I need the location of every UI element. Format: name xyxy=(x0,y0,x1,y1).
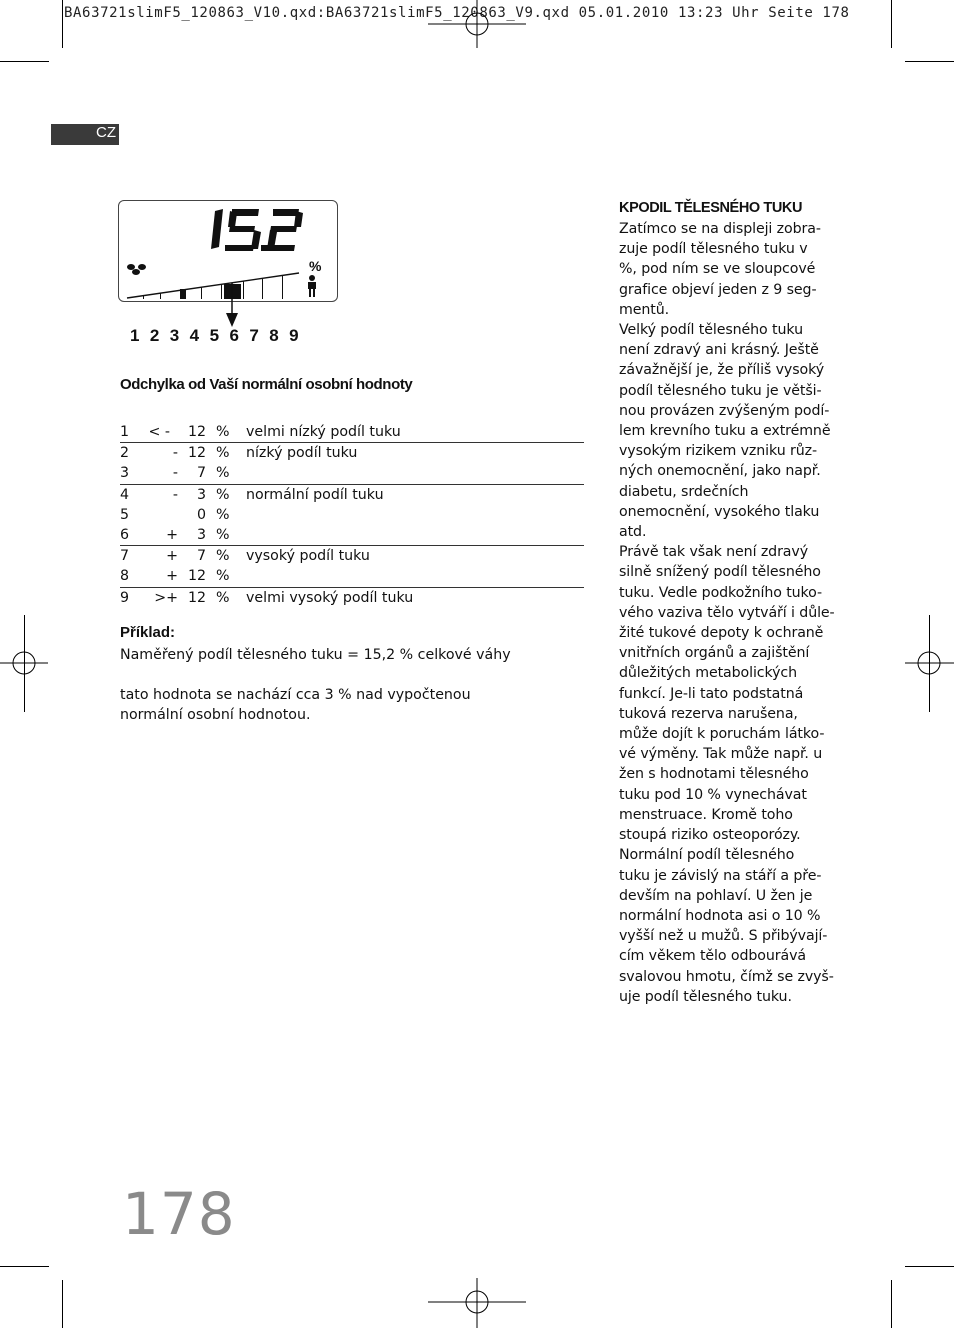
segment-number: 8 xyxy=(269,326,279,345)
body-type-icon xyxy=(127,264,146,275)
paragraph-line: grafice objeví jeden z 9 seg- xyxy=(619,281,817,298)
deviation-table xyxy=(120,422,584,608)
segment-pointer-arrow-icon xyxy=(224,283,240,329)
paragraph-line: silně snížený podíl tělesného xyxy=(619,564,821,581)
paragraph-line: normální hodnota asi o 10 % xyxy=(619,907,821,924)
segment-number-scale xyxy=(130,326,309,346)
section-body xyxy=(619,219,841,1007)
segment-number: 5 xyxy=(209,326,220,345)
paragraph-line: nou provázen zvýšeným podí- xyxy=(619,402,830,419)
example-line-3: normální osobní hodnotou. xyxy=(120,707,311,723)
segment-bar-graph xyxy=(143,276,283,299)
segment-number: 4 xyxy=(189,326,200,345)
print-header: BA63721slimF5_120863_V10.qxd:BA63721slimF5_120863_V9.qxd 05.01.2010 13:23 Uhr Seite 178 xyxy=(64,5,850,21)
paragraph-line: tuková rezerva narušena, xyxy=(619,705,798,722)
paragraph-line: tuku je závislý na stáří a pře- xyxy=(619,867,822,884)
body-fat-info-column xyxy=(619,198,841,1007)
segment-number: 9 xyxy=(289,326,299,345)
paragraph-line: vé výměny. Tak může např. u xyxy=(619,746,823,763)
paragraph-line: vnitřních orgánů a zajištění xyxy=(619,645,810,662)
paragraph-line: podíl tělesného tuku je větši- xyxy=(619,382,822,399)
table-row: 8 + 12 % xyxy=(120,568,230,585)
lcd-digit-1 xyxy=(211,209,223,249)
paragraph-line: Právě tak však není zdravý xyxy=(619,544,808,561)
lcd-percent-sign: % xyxy=(309,258,322,274)
segment-number: 6 xyxy=(229,326,239,345)
language-code: CZ xyxy=(96,124,116,141)
section-title: KPODIL TĚLESNÉHO TUKU xyxy=(619,200,803,216)
paragraph-line: tuku. Vedle podkožního tuko- xyxy=(619,584,823,601)
table-row: 3 - 7 % xyxy=(120,465,230,482)
paragraph-line: není zdravý ani krásný. Ještě xyxy=(619,342,819,359)
paragraph-line: uje podíl tělesného tuku. xyxy=(619,988,792,1005)
paragraph-line: ných onemocnění, jako např. xyxy=(619,463,821,480)
paragraph-line: vyšší než u mužů. S přibývají- xyxy=(619,928,828,945)
segment-number: 1 xyxy=(130,326,140,345)
table-row: 7 + 7 % vysoký podíl tuku xyxy=(120,548,370,565)
paragraph-line: závažnější je, že příliš vysoký xyxy=(619,362,824,379)
paragraph-line: může dojít k poruchám látko- xyxy=(619,726,825,743)
paragraph-line: menstruace. Kromě toho xyxy=(619,806,793,823)
table-row: 6 + 3 % xyxy=(120,526,230,543)
bar-graph-slope xyxy=(127,273,299,298)
paragraph-line: stoupá riziko osteoporózy. xyxy=(619,827,801,844)
paragraph-line: diabetu, srdečních xyxy=(619,483,749,500)
segment-number: 2 xyxy=(149,326,160,345)
paragraph-line: Normální podíl tělesného xyxy=(619,847,795,864)
lcd-decimal-point xyxy=(261,245,267,251)
paragraph-line: mentů. xyxy=(619,301,670,318)
paragraph-line: cím věkem tělo odbourává xyxy=(619,948,806,965)
paragraph-line: důležitých metabolických xyxy=(619,665,797,682)
example-line-1: Naměřený podíl tělesného tuku = 15,2 % celkové váhy xyxy=(120,647,511,663)
paragraph-line: zuje podíl tělesného tuku v xyxy=(619,241,808,258)
paragraph-line: Velký podíl tělesného tuku xyxy=(619,322,803,339)
page-number: 178 xyxy=(122,1180,236,1248)
paragraph-line: lem krevního tuku a extrémně xyxy=(619,423,831,440)
segment-number: 7 xyxy=(249,326,259,345)
paragraph-line: svalovou hmotu, čímž se zvyš- xyxy=(619,968,834,985)
table-row: 5 0 % xyxy=(120,506,230,523)
paragraph-line: funkcí. Je-li tato podstatná xyxy=(619,685,804,702)
table-row: 1 < - 12 % velmi nízký podíl tuku xyxy=(120,424,401,440)
paragraph-line: žité tukové depoty k ochraně xyxy=(619,625,824,642)
language-tab xyxy=(51,124,119,145)
lcd-digit-2 xyxy=(267,209,303,251)
example-label: Příklad: xyxy=(120,624,176,641)
table-row: 2 - 12 % nízký podíl tuku xyxy=(120,445,358,462)
paragraph-line: vysokým rizikem vzniku růz- xyxy=(619,443,817,460)
lcd-digit-5 xyxy=(225,209,261,251)
table-row: 9 >+ 12 % velmi vysoký podíl tuku xyxy=(120,589,414,606)
example-line-2: tato hodnota se nachází cca 3 % nad vypočtenou xyxy=(120,687,471,703)
paragraph-line: tuku pod 10 % vynechávat xyxy=(619,786,807,803)
paragraph-line: %, pod ním se ve sloupcové xyxy=(619,261,816,278)
person-icon xyxy=(308,275,316,297)
table-row: 4 - 3 % normální podíl tuku xyxy=(120,486,384,503)
paragraph-line: atd. xyxy=(619,524,647,541)
paragraph-line: devším na pohlaví. U žen je xyxy=(619,887,813,904)
segment-number: 3 xyxy=(169,326,180,345)
deviation-heading: Odchylka od Vaší normální osobní hodnoty xyxy=(120,376,413,393)
paragraph-line: onemocnění, vysokého tlaku xyxy=(619,503,820,520)
paragraph-line: žen s hodnotami tělesného xyxy=(619,766,809,783)
paragraph-line: vého vaziva tělo vytváří i důle- xyxy=(619,604,835,621)
paragraph-line: Zatímco se na displeji zobra- xyxy=(619,221,821,237)
